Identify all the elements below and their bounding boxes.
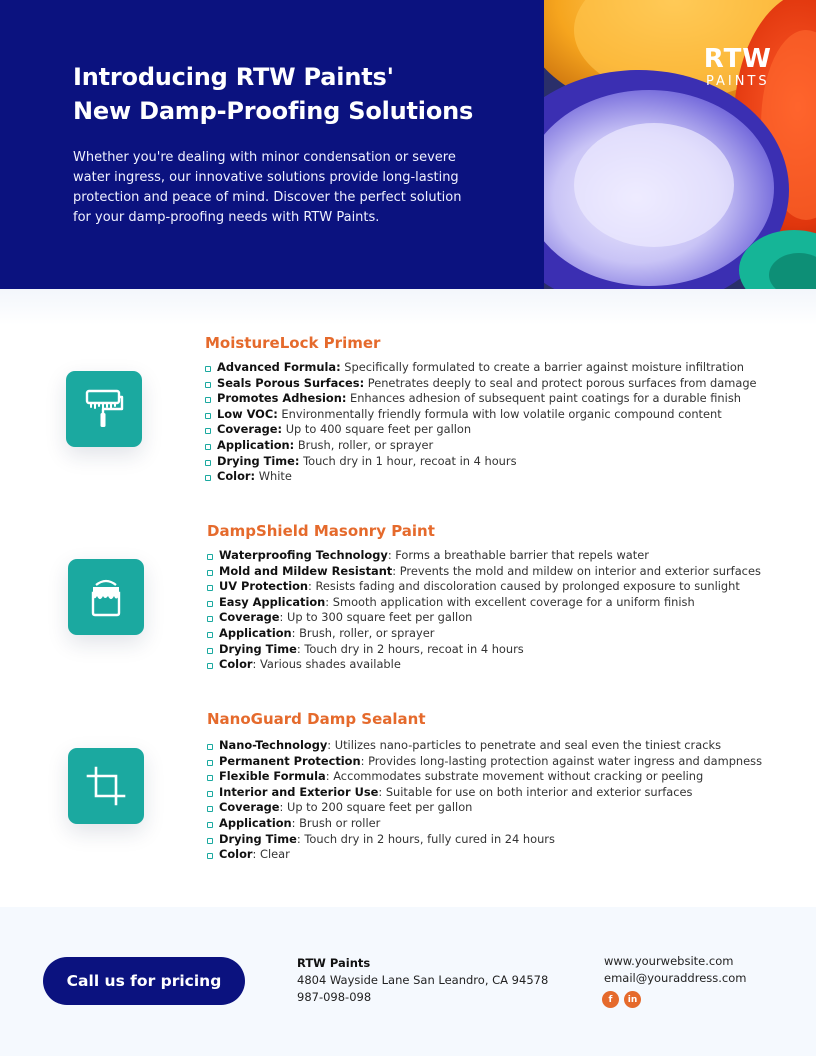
list-item bbox=[207, 800, 762, 816]
crop-icon bbox=[84, 764, 128, 808]
list-item bbox=[207, 738, 762, 754]
intro-paragraph: Whether you're dealing with minor condensation or severe water ingress, our innovative solutions provide long-lasting protection and peace of mind. Discover the perfect solution for your damp-proofing needs with RTW Paints. bbox=[73, 150, 462, 225]
paint-cans-photo bbox=[544, 0, 816, 289]
list-item bbox=[207, 657, 761, 673]
feature-text: : Up to 300 square feet per gallon bbox=[279, 610, 473, 625]
product-icon-tile bbox=[68, 748, 144, 824]
paint-roller-icon bbox=[82, 387, 126, 431]
feature-text: : Utilizes nano-particles to penetrate and seal even the tiniest cracks bbox=[327, 738, 721, 752]
feature-label: Coverage bbox=[219, 610, 280, 625]
feature-text: : Brush, roller, or sprayer bbox=[291, 625, 435, 640]
feature-label: Drying Time bbox=[219, 641, 297, 656]
feature-label: Low VOC: bbox=[217, 406, 278, 421]
feature-text: Specifically formulated to create a barrier against moisture infiltration bbox=[340, 360, 745, 374]
list-item bbox=[207, 769, 762, 785]
feature-label: Mold and Mildew Resistant bbox=[219, 563, 393, 578]
website-link[interactable]: www.yourwebsite.com bbox=[604, 954, 734, 968]
company-info bbox=[297, 955, 548, 1006]
products-section bbox=[0, 289, 816, 907]
product-icon-tile bbox=[68, 559, 144, 635]
feature-text: : Accommodates substrate movement without cracking or peeling bbox=[325, 769, 704, 784]
email-link[interactable]: email@youraddress.com bbox=[604, 971, 747, 985]
feature-label: Promotes Adhesion: bbox=[217, 391, 347, 406]
list-item bbox=[205, 391, 757, 407]
list-item bbox=[205, 438, 757, 454]
feature-text: : Prevents the mold and mildew on interior and exterior surfaces bbox=[392, 563, 761, 578]
social-links bbox=[602, 991, 641, 1008]
product-icon-tile bbox=[66, 371, 142, 447]
feature-label: Color bbox=[219, 847, 253, 862]
feature-label: Seals Porous Surfaces: bbox=[217, 375, 365, 390]
page-title-line-1: Introducing RTW Paints' bbox=[73, 63, 394, 91]
logo-main-text: RTW bbox=[703, 44, 772, 74]
list-item bbox=[207, 626, 761, 642]
feature-text: : Smooth application with excellent coverage for a uniform finish bbox=[325, 594, 695, 609]
feature-label: Waterproofing Technology bbox=[219, 548, 388, 562]
feature-label: Coverage: bbox=[217, 422, 283, 437]
feature-text: : Resists fading and discoloration caused by prolonged exposure to sunlight bbox=[308, 579, 740, 594]
list-item bbox=[207, 548, 761, 564]
feature-label: Nano-Technology bbox=[219, 738, 328, 752]
list-item bbox=[207, 579, 761, 595]
list-item bbox=[205, 469, 757, 485]
list-item bbox=[207, 816, 762, 832]
list-item bbox=[205, 376, 757, 392]
contact-info bbox=[604, 953, 746, 987]
feature-text: Penetrates deeply to seal and protect porous surfaces from damage bbox=[364, 375, 757, 390]
feature-label: Application: bbox=[217, 437, 295, 452]
feature-text: : Clear bbox=[252, 847, 290, 862]
feature-label: Color bbox=[219, 657, 253, 672]
feature-label: Drying Time: bbox=[217, 453, 300, 468]
linkedin-icon[interactable]: in bbox=[624, 991, 641, 1008]
list-item bbox=[207, 642, 761, 658]
feature-text: : Brush or roller bbox=[291, 815, 381, 830]
feature-text: : Touch dry in 2 hours, fully cured in 24 hours bbox=[296, 831, 555, 846]
header bbox=[0, 0, 816, 289]
feature-label: Drying Time bbox=[219, 831, 297, 846]
company-address: 4804 Wayside Lane San Leandro, CA 94578 bbox=[297, 973, 549, 987]
rtw-logo bbox=[704, 44, 772, 90]
list-item bbox=[205, 360, 757, 376]
feature-text: : Provides long-lasting protection against water ingress and dampness bbox=[360, 753, 763, 768]
list-item bbox=[207, 847, 762, 863]
list-item bbox=[205, 407, 757, 423]
list-item bbox=[205, 422, 757, 438]
feature-label: Flexible Formula bbox=[219, 769, 326, 784]
header-panel bbox=[0, 0, 544, 289]
page-title-line-2: New Damp-Proofing Solutions bbox=[73, 97, 474, 125]
list-item bbox=[207, 754, 762, 770]
list-item bbox=[207, 832, 762, 848]
feature-text: : Touch dry in 2 hours, recoat in 4 hours bbox=[296, 641, 524, 656]
feature-text: Enhances adhesion of subsequent paint coatings for a durable finish bbox=[346, 391, 741, 406]
feature-label: Interior and Exterior Use bbox=[219, 784, 379, 799]
feature-label: Application bbox=[219, 815, 292, 830]
list-item bbox=[205, 454, 757, 470]
feature-label: Color: bbox=[217, 469, 256, 484]
paint-cans-illustration bbox=[544, 0, 816, 289]
page-title bbox=[73, 60, 484, 128]
feature-text: : Forms a breathable barrier that repels water bbox=[387, 548, 649, 562]
company-phone: 987-098-098 bbox=[297, 990, 372, 1004]
product-name: DampShield Masonry Paint bbox=[207, 522, 435, 540]
feature-text: Environmentally friendly formula with low volatile organic compound content bbox=[277, 406, 722, 421]
feature-list bbox=[207, 738, 762, 863]
feature-label: Coverage bbox=[219, 800, 280, 815]
feature-list bbox=[205, 360, 757, 485]
feature-label: Permanent Protection bbox=[219, 753, 361, 768]
list-item bbox=[207, 785, 762, 801]
paint-bucket-icon bbox=[84, 575, 128, 619]
product-name: NanoGuard Damp Sealant bbox=[207, 710, 426, 728]
feature-text: Up to 400 square feet per gallon bbox=[282, 422, 472, 437]
list-item bbox=[207, 595, 761, 611]
feature-text: Touch dry in 1 hour, recoat in 4 hours bbox=[299, 453, 517, 468]
footer bbox=[0, 907, 816, 1056]
call-for-pricing-button[interactable]: Call us for pricing bbox=[43, 957, 245, 1005]
feature-label: Application bbox=[219, 625, 292, 640]
facebook-icon[interactable]: f bbox=[602, 991, 619, 1008]
feature-text: : Suitable for use on both interior and exterior surfaces bbox=[378, 784, 693, 799]
feature-text: Brush, roller, or sprayer bbox=[294, 437, 434, 452]
feature-label: Advanced Formula: bbox=[217, 360, 341, 374]
feature-text: White bbox=[255, 469, 292, 484]
product-name: MoistureLock Primer bbox=[205, 334, 381, 352]
feature-text: : Up to 200 square feet per gallon bbox=[279, 800, 473, 815]
feature-text: : Various shades available bbox=[252, 657, 401, 672]
list-item bbox=[207, 610, 761, 626]
logo-sub-text: PAINTS bbox=[706, 74, 770, 89]
feature-list bbox=[207, 548, 761, 673]
company-name: RTW Paints bbox=[297, 956, 371, 970]
list-item bbox=[207, 564, 761, 580]
feature-label: UV Protection bbox=[219, 579, 309, 594]
feature-label: Easy Application bbox=[219, 594, 326, 609]
